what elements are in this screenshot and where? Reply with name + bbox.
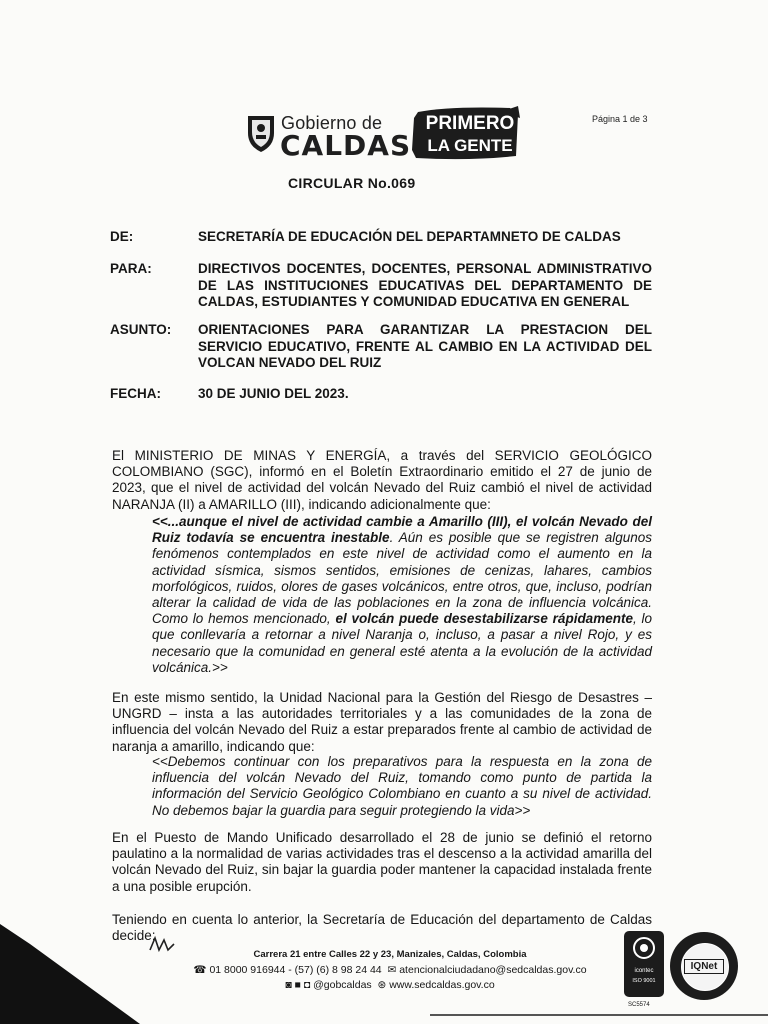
page-number: Página 1 de 3 (592, 114, 648, 124)
circular-title: CIRCULAR No.069 (288, 175, 416, 191)
asunto-value: ORIENTACIONES PARA GARANTIZAR LA PRESTACION DEL SERVICIO EDUCATIVO, FRENTE AL CAMBIO EN LA ACTIVIDAD DEL VOLCAN NEVADO DEL RUIZ (198, 322, 652, 370)
instagram-icon[interactable]: ◙ (285, 979, 292, 991)
logo-primero-text: PRIMERO (425, 113, 515, 134)
fecha-value: 30 DE JUNIO DEL 2023. (198, 386, 349, 401)
footer-social-handle[interactable]: @gobcaldas (313, 979, 372, 991)
footer-divider (430, 1014, 768, 1016)
quote-sgc-bold-2: el volcán puede desestabilizarse rápidamente (335, 611, 633, 627)
para-value: DIRECTIVOS DOCENTES, DOCENTES, PERSONAL ADMINISTRATIVO DE LAS INSTITUCIONES EDUCATIVAS DEL DEPARTAMENTO DE CALDAS, ESTUDIANTES Y COMUNIDAD EDUCATIVA EN GENERAL (198, 261, 652, 309)
quote-ungrd: <<Debemos continuar con los preparativos para la respuesta en la zona de influencia del volcán Nevado del Ruiz, tomando como punto de partida la información del Servicio Geológico Colombiano en cuanto a su nivel de actividad. No debemos bajar la guardia para seguir protegiendo la vida>> (152, 754, 652, 818)
footer-email[interactable]: atencionalciudadano@sedcaldas.gov.co (399, 964, 587, 976)
body-paragraph-4: Teniendo en cuenta lo anterior, la Secretaría de Educación del departamento de Caldas decide: (112, 912, 652, 944)
twitter-icon[interactable]: ◘ (303, 979, 311, 991)
footer-phone: 01 8000 916944 - (57) (6) 8 98 24 44 (209, 964, 382, 976)
logo-caldas-text: CALDAS (280, 129, 412, 162)
para-label: PARA: (110, 261, 152, 276)
footer-contact-line (190, 964, 590, 976)
iso-label: ISO 9001 (632, 978, 656, 984)
quote-sgc-bold-1: <<...aunque el nivel de actividad cambie a Amarillo (III), el volcán Nevado del Ruiz todavía se encuentra inestable (152, 514, 652, 546)
facebook-icon[interactable]: ■ (294, 979, 301, 991)
icontec-label: icontec (634, 968, 654, 974)
asunto-label: ASUNTO: (110, 322, 172, 337)
body-paragraph-2: En este mismo sentido, la Unidad Nacional para la Gestión del Riesgo de Desastres – UNGRD – insta a las autoridades territoriales y a las comunidades de la zona de influencia del volcán Nevado del Ruiz a estar preparados frente al cambio de actividad de naranja a amarillo, indicando que: (112, 690, 652, 754)
de-label: DE: (110, 229, 134, 244)
phone-icon: ☎ (193, 964, 207, 976)
footer-website[interactable]: www.sedcaldas.gov.co (389, 979, 495, 991)
iqnet-seal (670, 932, 738, 1000)
quote-sgc-text-2: , lo que conllevaría a retornar a nivel Naranja o, incluso, a pasar a nivel Rojo, y es necesario que la comunidad en general esté atenta a la evolución de la actividad volcánica.>> (152, 611, 653, 675)
email-icon: ✉ (384, 964, 397, 976)
body-paragraph-3: En el Puesto de Mando Unificado desarrollado el 28 de junio se definió el retorno paulatino a la normalidad de varias actividades tras el descenso a la actividad amarilla del volcán Nevado del Ruiz, sin bajar la guardia poder mantener la capacidad instalada frente a una posible erupción. (112, 830, 652, 894)
coat-of-arms-icon (246, 113, 276, 153)
web-icon: ⊛ (374, 979, 387, 991)
corner-decoration (0, 924, 140, 1024)
fecha-label: FECHA: (110, 386, 161, 401)
signature-mark (146, 934, 178, 956)
quote-sgc-text-1: . Aún es posible que se registren algunos fenómenos contemplados en este nivel de actividad como el aumento en la actividad sísmica, sismos sentidos, emisiones de cenizas, lahares, cambios morfológicos, ruidos, olores de gases volcánicos, entre otros, que, incluso, podrían alterar la calidad de vida de las poblaciones en la zona de influencia volcánica. Como lo hemos mencionado, (152, 530, 652, 627)
logo-gobierno-text: Gobierno de (281, 113, 383, 133)
body-paragraph-1: El MINISTERIO DE MINAS Y ENERGÍA, a través del SERVICIO GEOLÓGICO COLOMBIANO (SGC), informó en el Boletín Extraordinario emitido el 27 de junio de 2023, que el nivel de actividad del volcán Nevado del Ruiz cambió el nivel de actividad NARANJA (II) a AMARILLO (III), indicando adicionalmente que: (112, 448, 652, 512)
quote-sgc (152, 514, 652, 676)
icontec-logo-icon (632, 936, 656, 960)
logo-lagente-text: LA GENTE (427, 136, 513, 155)
footer-social-line (230, 979, 550, 991)
footer-address: Carrera 21 entre Calles 22 y 23, Manizales, Caldas, Colombia (253, 949, 527, 960)
iqnet-label: IQNet (684, 959, 724, 974)
cert-code: SC5574 (628, 1002, 650, 1008)
icontec-seal (624, 931, 664, 997)
de-value: SECRETARÍA DE EDUCACIÓN DEL DEPARTAMNETO DE CALDAS (198, 229, 621, 244)
